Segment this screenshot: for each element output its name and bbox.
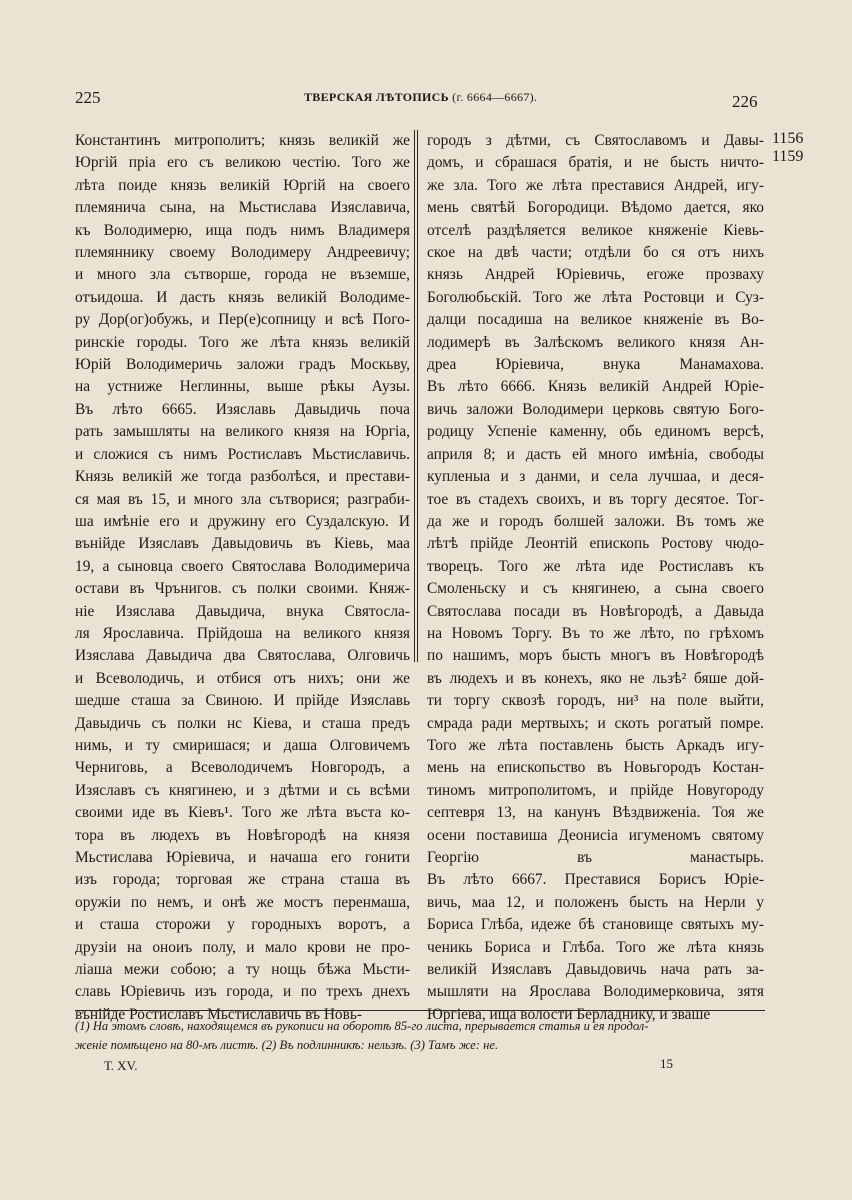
text-line: Того же лѣта поставлень бысть Аркадъ игу- bbox=[427, 736, 764, 754]
text-line: ля Ярославича. Прійдоша на великого князя bbox=[75, 624, 410, 642]
margin-year-start: 1156 bbox=[772, 130, 804, 147]
running-title-years: (г. 6664—6667). bbox=[452, 90, 538, 104]
text-line: Давыдичь съ полки нс Кіева, и сташа предъ bbox=[75, 714, 410, 732]
text-line: лѣта поиде князь великій Юргій на своего bbox=[75, 176, 410, 194]
text-line: купленыа и з данми, и села лучшаа, и деся- bbox=[427, 468, 764, 486]
text-line: славь Юріевичь изъ города, и по трехъ днехъ bbox=[75, 983, 410, 1001]
text-line: изъ города; торговая же страна сташа въ bbox=[75, 871, 410, 889]
text-line: лѣтѣ прійде Леонтій епископь Ростову чюдо- bbox=[427, 535, 764, 553]
left-column bbox=[75, 130, 410, 1026]
text-line: нимь, и ту смиришася; и даша Олговичемъ bbox=[75, 736, 410, 754]
text-line: и Всеволодичь, и отбися отъ нихъ; они же bbox=[75, 669, 410, 687]
running-title-text: ТВЕРСКАЯ ЛѢТОПИСЬ bbox=[304, 90, 449, 104]
text-line: Черниговь, а Всеволодичемъ Новгородъ, а bbox=[75, 759, 410, 777]
text-line: дреа Юріевича, внука Манамахова. bbox=[427, 356, 764, 374]
text-line: ское на двѣ части; отдѣли бо ся отъ нихъ bbox=[427, 244, 764, 262]
right-column bbox=[427, 130, 764, 1026]
text-line: шедше сташа за Свиною. И прійде Изяславь bbox=[75, 692, 410, 710]
text-line: Юрій Володимеричь заложи градъ Москьву, bbox=[75, 356, 410, 374]
text-line: да же и городъ болшей заложи. Въ томъ же bbox=[427, 512, 764, 530]
text-line: на устниже Неглинны, выше рѣкы Аузы. bbox=[75, 378, 410, 396]
text-line: рать замышляты на великого князя на Юргіа, bbox=[75, 423, 410, 441]
column-divider bbox=[414, 130, 418, 662]
text-line: Изяслава Давыдича два Святослава, Олговичь bbox=[75, 647, 410, 665]
text-line: въ людехъ и въ конехъ, яко не льзѣ² бяше дой- bbox=[427, 669, 764, 687]
text-line: городъ з дѣтми, съ Святославомъ и Давы- bbox=[427, 132, 764, 149]
text-line: мышляти на Ярослава Володимерковича, зятя bbox=[427, 983, 764, 1001]
text-line: великій Изяславъ Давыдовичь нача рать за- bbox=[427, 961, 764, 979]
footnote-rule bbox=[75, 1010, 765, 1011]
text-line: оружіи по немъ, и онѣ же мостъ перенмаша, bbox=[75, 893, 410, 911]
text-line: Георгію въ манастырь. bbox=[427, 849, 764, 866]
text-line: мень святѣй Богородици. Вѣдомо дается, яко bbox=[427, 199, 764, 217]
footnotes bbox=[75, 1017, 765, 1055]
page-number-left: 225 bbox=[75, 88, 101, 107]
text-line: тора въ людехъ въ Новѣгородѣ на князя bbox=[75, 826, 410, 844]
margin-years bbox=[772, 130, 803, 166]
volume-label: Т. XV. bbox=[104, 1058, 138, 1073]
text-line: Въ лѣто 6665. Изяславь Давыдичь поча bbox=[75, 400, 410, 418]
margin-year-end: 1159 bbox=[772, 148, 804, 165]
text-line: тое въ стадехъ своихъ, и въ торгу десятое. Тог- bbox=[427, 490, 764, 508]
text-line: Смоленьску и съ княгинею, а сына своего bbox=[427, 580, 764, 598]
running-header bbox=[72, 88, 772, 112]
text-line: Юргій пріа его съ великою честію. Того же bbox=[75, 154, 410, 172]
text-line: племяннику своему Володимеру Андреевичу; bbox=[75, 244, 410, 262]
footnote-line: женіе помѣщено на 80-мъ листѣ. (2) Въ подлинникѣ: нельзѣ. (3) Тамъ же: не. bbox=[75, 1038, 499, 1052]
text-line: Святослава посади въ Новѣгородѣ, а Давыда bbox=[427, 602, 764, 620]
text-line: вънійде Ростиславъ Мьстиславичь въ Новь- bbox=[75, 1005, 363, 1023]
text-line: Юргіева, ища волости Берладнику, и зваше bbox=[427, 1005, 711, 1023]
text-line: мень на епископьство въ Новьгородъ Костан- bbox=[427, 759, 764, 777]
text-line: Боголюбьскій. Того же лѣта Ростовци и Суз- bbox=[427, 288, 764, 306]
page-number-right: 226 bbox=[732, 92, 758, 111]
text-line: Константинъ митрополитъ; князь великій же bbox=[75, 132, 410, 149]
text-line: своими иде въ Кіевъ¹. Того же лѣта въста ко- bbox=[75, 804, 410, 822]
text-line: и много зла сътворше, города не въземше, bbox=[75, 266, 410, 284]
text-line: остави въ Чрънигов. съ полки своими. Княж- bbox=[75, 580, 410, 598]
text-line: Князь великій же тогда разболѣся, и престави- bbox=[75, 468, 410, 486]
text-line: ніе Изяслава Давыдича, внука Святосла- bbox=[75, 602, 410, 620]
text-line: 19, а сыновца своего Святослава Володимерича bbox=[75, 557, 410, 575]
text-line: ліаша межи собою; а ту нощь бѣжа Мьсти- bbox=[75, 961, 410, 979]
text-line: лодимерѣ въ Залѣскомъ великого князя Ан- bbox=[427, 333, 764, 351]
text-line: на Новомъ Торгу. Въ то же лѣто, по грѣхомъ bbox=[427, 624, 764, 642]
text-line: вичь заложи Володимери церковь святую Бого- bbox=[427, 400, 764, 418]
text-line: ринскіе городы. Того же лѣта князь великій bbox=[75, 333, 410, 351]
text-line: ти торгу сквозѣ городъ, ни³ на поле выйти, bbox=[427, 692, 764, 710]
text-line: вичь, маа 12, и положенъ бысть на Нерли у bbox=[427, 893, 764, 911]
text-line: ру Дор(ог)обужь, и Пер(е)сопницу и всѣ Пого- bbox=[75, 311, 410, 329]
text-line: къ Володимерю, ища подъ нимъ Владимеря bbox=[75, 221, 410, 239]
footnote-line: (1) На этомъ словѣ, находящемся въ рукописи на оборотѣ 85-го листа, прерывается статья и ея продол- bbox=[75, 1019, 649, 1033]
text-line: далци посадиша на великое княженіе въ Во- bbox=[427, 311, 764, 329]
text-line: априля 8; и дасть ей много имѣніа, свободы bbox=[427, 445, 764, 463]
text-line: и сташа сторожи у городныхъ воротъ, а bbox=[75, 916, 410, 934]
text-line: септевря 13, на канунъ Вѣздвиженіа. Тоя же bbox=[427, 804, 764, 822]
text-line: тиномъ митрополитомъ, и прійде Новугороду bbox=[427, 781, 764, 799]
text-line: и сложися съ нимъ Ростиславъ Мьстиславичь. bbox=[75, 445, 410, 463]
text-line: родицу Успеніе каменну, обь единомъ версѣ, bbox=[427, 423, 764, 441]
text-line: домъ, и сбрашася братія, и не бысть ничто- bbox=[427, 154, 764, 172]
text-line: друзіи на оноиъ полу, и мало крови не про- bbox=[75, 938, 410, 956]
text-line: осени поставиша Деонисіа игуменомъ святому bbox=[427, 826, 764, 844]
sheet-number: 15 bbox=[660, 1056, 673, 1071]
text-line: по нашимъ, моръ бысть многъ въ Новѣгородѣ bbox=[427, 647, 764, 665]
text-line: ченикь Бориса и Глѣба. Того же лѣта князь bbox=[427, 938, 764, 956]
text-line: Въ лѣто 6666. Князь великій Андрей Юріе- bbox=[427, 378, 764, 396]
text-line: смрада ради мертвыхъ; и скоть рогатый помре. bbox=[427, 714, 764, 732]
text-line: ся мая въ 15, и много зла сътворися; разграби- bbox=[75, 490, 410, 508]
text-line: же зла. Того же лѣта преставися Андрей, игу- bbox=[427, 176, 764, 194]
text-line: отъидоша. И дасть князь великій Володиме- bbox=[75, 288, 410, 306]
text-line: племянича сына, на Мьстислава Изяславича, bbox=[75, 199, 410, 217]
text-line: Мьстислава Юріевича, и начаша его гонити bbox=[75, 849, 410, 866]
text-line: князь Андрей Юріевичь, егоже прозваху bbox=[427, 266, 764, 284]
text-line: вънійде Изяславъ Давыдовичь въ Кіевь, маа bbox=[75, 535, 410, 553]
text-line: творецъ. Того же лѣта иде Ростиславъ къ bbox=[427, 557, 764, 575]
text-line: ша имѣніе его и дружину его Суздалскую. И bbox=[75, 512, 410, 530]
text-line: отселѣ раздѣляется великое княженіе Кіевь- bbox=[427, 221, 764, 239]
text-line: Изяславъ съ княгинею, и з дѣтми и сь всѣми bbox=[75, 781, 410, 799]
text-line: Въ лѣто 6667. Преставися Борисъ Юріе- bbox=[427, 871, 764, 889]
text-line: Бориса Глѣба, идеже бѣ становище святыхъ му- bbox=[427, 916, 764, 934]
running-title bbox=[304, 90, 537, 105]
